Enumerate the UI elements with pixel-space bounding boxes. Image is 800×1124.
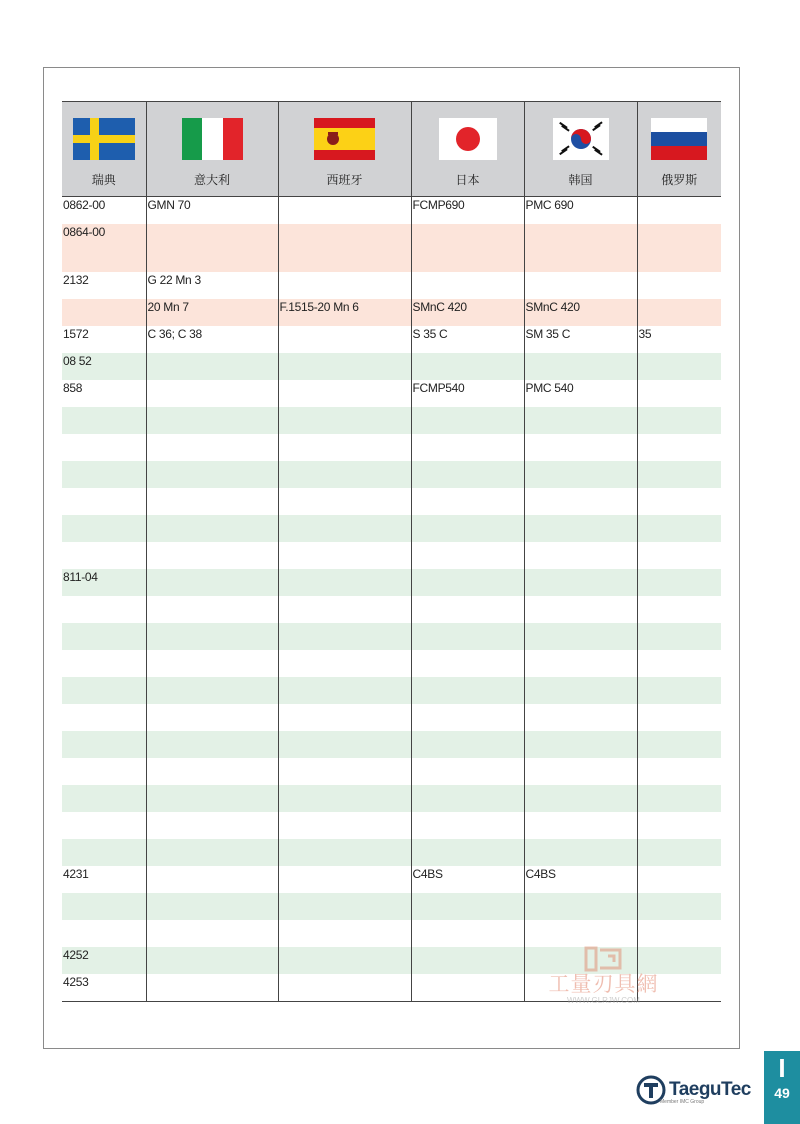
table-cell [524, 704, 637, 731]
table-cell [411, 596, 524, 623]
table-cell [524, 434, 637, 461]
table-cell [411, 488, 524, 515]
table-cell: 4252 [62, 947, 146, 974]
table-row [62, 650, 721, 677]
table-cell [146, 569, 278, 596]
header-label: 俄罗斯 [661, 173, 698, 187]
table-cell [278, 974, 411, 1002]
table-cell [278, 272, 411, 299]
table-cell: G 22 Mn 3 [146, 272, 278, 299]
table-cell [637, 839, 721, 866]
table-cell: C 36; C 38 [146, 326, 278, 353]
page-number: 49 [774, 1085, 790, 1101]
table-cell [278, 542, 411, 569]
table-cell [637, 272, 721, 299]
table-cell [146, 785, 278, 812]
table-cell [278, 947, 411, 974]
table-cell [146, 974, 278, 1002]
table-row [62, 677, 721, 704]
table-cell [524, 893, 637, 920]
table-cell: S 35 C [411, 326, 524, 353]
table-cell [637, 224, 721, 272]
table-cell [278, 866, 411, 893]
table-cell [62, 893, 146, 920]
table-cell [524, 596, 637, 623]
table-cell [637, 650, 721, 677]
table-cell [278, 569, 411, 596]
table-cell [146, 353, 278, 380]
brand-subtitle: Member IMC Group [660, 1099, 705, 1105]
table-cell [146, 839, 278, 866]
table-cell [524, 542, 637, 569]
table-cell [146, 866, 278, 893]
header-russia [637, 102, 721, 197]
table-cell [524, 650, 637, 677]
table-cell [278, 758, 411, 785]
table-cell [62, 407, 146, 434]
table-cell: FCMP540 [411, 380, 524, 407]
table-cell [411, 407, 524, 434]
table-cell [637, 785, 721, 812]
table-cell [62, 542, 146, 569]
table-cell [146, 488, 278, 515]
header-label: 韩国 [568, 173, 593, 187]
table-cell [62, 434, 146, 461]
table-cell: 4253 [62, 974, 146, 1002]
table-cell [146, 677, 278, 704]
table-cell [278, 812, 411, 839]
table-cell [278, 461, 411, 488]
header-label: 日本 [455, 173, 480, 187]
table-cell [411, 785, 524, 812]
table-cell [637, 380, 721, 407]
table-cell [278, 224, 411, 272]
table-cell [278, 380, 411, 407]
watermark-text: 工量刃具網 [548, 972, 659, 996]
table-cell [637, 758, 721, 785]
table-cell: 08 52 [62, 353, 146, 380]
table-cell [524, 623, 637, 650]
table-cell [524, 839, 637, 866]
table-row [62, 326, 721, 353]
table-cell [637, 299, 721, 326]
table-cell [278, 785, 411, 812]
table-cell [411, 353, 524, 380]
table-cell [62, 488, 146, 515]
table-cell: FCMP690 [411, 197, 524, 225]
table-cell [146, 596, 278, 623]
table-cell [411, 893, 524, 920]
table-cell: 811-04 [62, 569, 146, 596]
table-cell [278, 197, 411, 225]
table-cell [62, 704, 146, 731]
brand-name: TaeguTec [669, 1079, 751, 1100]
table-cell [278, 434, 411, 461]
table-row [62, 623, 721, 650]
table-cell [62, 785, 146, 812]
table-cell: 858 [62, 380, 146, 407]
watermark-logo-icon [584, 946, 624, 972]
header-spain [278, 102, 411, 197]
table-cell [146, 812, 278, 839]
table-cell [278, 650, 411, 677]
table-cell [411, 224, 524, 272]
table-cell [278, 731, 411, 758]
table-cell [62, 731, 146, 758]
table-cell [278, 704, 411, 731]
russia-flag-icon [651, 118, 707, 160]
table-cell [146, 650, 278, 677]
table-cell [146, 224, 278, 272]
table-row [62, 407, 721, 434]
table-cell [637, 542, 721, 569]
table-cell [411, 839, 524, 866]
header-japan [411, 102, 524, 197]
table-cell [637, 893, 721, 920]
table-cell [62, 677, 146, 704]
table-cell: 2132 [62, 272, 146, 299]
table-cell [524, 407, 637, 434]
table-cell: C4BS [524, 866, 637, 893]
table-cell [278, 596, 411, 623]
table-cell [62, 299, 146, 326]
watermark-url: WWW.GLRJW.COM [567, 996, 640, 1005]
table-row [62, 488, 721, 515]
japan-flag-icon [439, 118, 497, 160]
table-row [62, 542, 721, 569]
table-cell: SMnC 420 [411, 299, 524, 326]
table-cell [637, 353, 721, 380]
table-cell [637, 461, 721, 488]
table-cell [637, 704, 721, 731]
table-cell [278, 920, 411, 947]
table-cell [146, 731, 278, 758]
table-cell [62, 461, 146, 488]
table-cell [278, 677, 411, 704]
table-cell [146, 542, 278, 569]
table-cell [411, 731, 524, 758]
table-cell [278, 326, 411, 353]
table-cell [637, 677, 721, 704]
table-cell [524, 272, 637, 299]
table-cell [637, 866, 721, 893]
table-cell: 1572 [62, 326, 146, 353]
table-cell [637, 596, 721, 623]
table-row [62, 224, 721, 272]
table-cell [637, 488, 721, 515]
table-row [62, 272, 721, 299]
table-cell [146, 947, 278, 974]
table-cell [637, 569, 721, 596]
table-cell [524, 920, 637, 947]
table-cell [411, 272, 524, 299]
table-row [62, 380, 721, 407]
watermark [536, 946, 671, 1006]
table-cell [146, 434, 278, 461]
table-cell [524, 731, 637, 758]
table-cell [637, 920, 721, 947]
table-row [62, 299, 721, 326]
table-cell [146, 623, 278, 650]
table-cell [146, 515, 278, 542]
table-cell [278, 353, 411, 380]
table-cell [411, 758, 524, 785]
korea-flag-icon [553, 118, 609, 160]
table-cell: 20 Mn 7 [146, 299, 278, 326]
material-comparison-table [62, 101, 721, 1002]
table-cell [411, 461, 524, 488]
spain-flag-icon [314, 118, 375, 160]
table-cell [146, 461, 278, 488]
table-cell [524, 224, 637, 272]
table-cell [524, 353, 637, 380]
table-cell [146, 704, 278, 731]
table-cell [62, 758, 146, 785]
table-cell [637, 434, 721, 461]
table-row [62, 920, 721, 947]
table-cell: 0864-00 [62, 224, 146, 272]
table-cell: 35 [637, 326, 721, 353]
table-cell [637, 407, 721, 434]
table-row [62, 434, 721, 461]
table-cell [411, 623, 524, 650]
table-cell [411, 920, 524, 947]
table-cell [278, 839, 411, 866]
table-row [62, 197, 721, 225]
page-tab [764, 1051, 800, 1124]
table-row [62, 353, 721, 380]
header-label: 意大利 [193, 173, 230, 187]
table-cell [524, 488, 637, 515]
table-cell [411, 704, 524, 731]
table-cell [411, 677, 524, 704]
table-row [62, 758, 721, 785]
table-cell [278, 893, 411, 920]
table-header-row [62, 102, 721, 197]
table-row [62, 569, 721, 596]
table-cell [278, 407, 411, 434]
section-letter: I [778, 1053, 786, 1083]
table-cell [524, 569, 637, 596]
table-cell: 0862-00 [62, 197, 146, 225]
table-cell [524, 785, 637, 812]
header-italy [146, 102, 278, 197]
table-cell [411, 515, 524, 542]
table-cell [411, 947, 524, 974]
table-row [62, 893, 721, 920]
table-cell [146, 758, 278, 785]
table-cell [62, 515, 146, 542]
table-cell: C4BS [411, 866, 524, 893]
table-cell [146, 380, 278, 407]
table-row [62, 731, 721, 758]
table-cell: PMC 540 [524, 380, 637, 407]
table-cell [411, 542, 524, 569]
table-cell [62, 650, 146, 677]
table-cell [637, 197, 721, 225]
table-row [62, 839, 721, 866]
table-cell [524, 758, 637, 785]
table-cell [637, 623, 721, 650]
table-cell [524, 677, 637, 704]
table-cell [146, 407, 278, 434]
table-row [62, 515, 721, 542]
table-cell [411, 974, 524, 1002]
table-cell [62, 812, 146, 839]
table-row [62, 704, 721, 731]
table-cell [524, 812, 637, 839]
table-cell [637, 812, 721, 839]
header-label: 西班牙 [326, 173, 363, 187]
table-row [62, 785, 721, 812]
table-cell [62, 596, 146, 623]
table-cell [411, 812, 524, 839]
table-cell [524, 515, 637, 542]
table-body [62, 197, 721, 1002]
table-row [62, 596, 721, 623]
table-cell: GMN 70 [146, 197, 278, 225]
table-cell: PMC 690 [524, 197, 637, 225]
table-row [62, 866, 721, 893]
table-cell: 4231 [62, 866, 146, 893]
table-cell: SMnC 420 [524, 299, 637, 326]
material-comparison-table-wrap [62, 101, 721, 1002]
table-cell [411, 569, 524, 596]
sweden-flag-icon [73, 118, 135, 160]
table-cell [637, 515, 721, 542]
table-cell [278, 488, 411, 515]
table-cell [278, 623, 411, 650]
table-cell [62, 623, 146, 650]
table-cell [146, 920, 278, 947]
table-cell [62, 839, 146, 866]
table-cell [637, 731, 721, 758]
header-korea [524, 102, 637, 197]
table-row [62, 812, 721, 839]
table-cell [146, 893, 278, 920]
italy-flag-icon [182, 118, 243, 160]
header-sweden [62, 102, 146, 197]
table-cell [411, 434, 524, 461]
header-label: 瑞典 [91, 173, 116, 187]
table-cell: F.1515-20 Mn 6 [278, 299, 411, 326]
table-row [62, 461, 721, 488]
table-cell [278, 515, 411, 542]
table-cell [411, 650, 524, 677]
table-cell [524, 461, 637, 488]
table-cell [62, 920, 146, 947]
table-cell: SM 35 C [524, 326, 637, 353]
